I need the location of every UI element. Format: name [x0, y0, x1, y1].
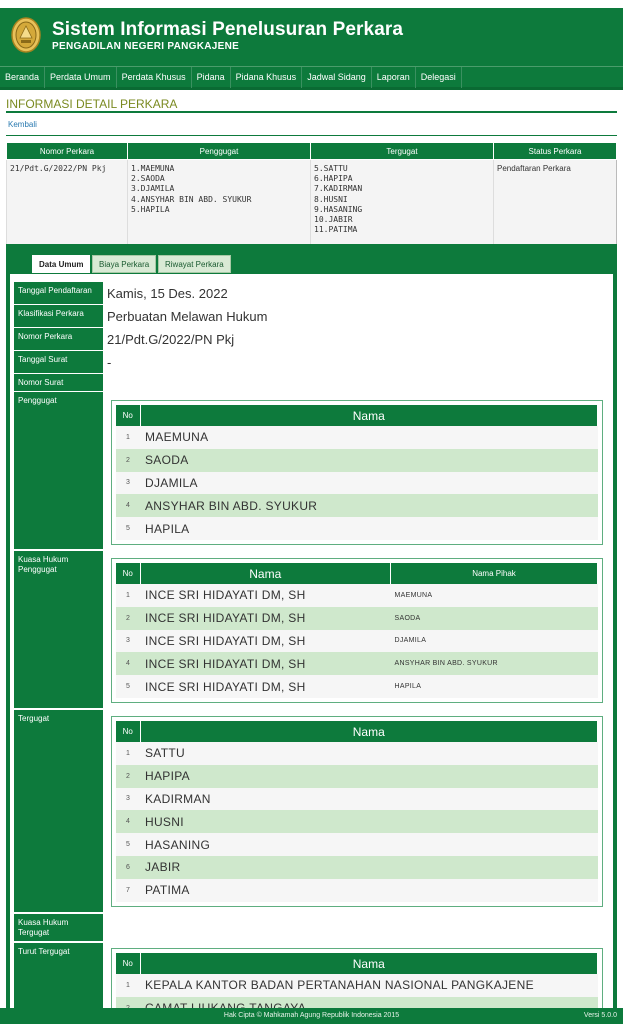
label-nomor-perkara: Nomor Perkara — [14, 328, 103, 350]
summary-header-tergugat: Tergugat — [311, 143, 494, 160]
footer-copyright: Hak Cipta © Mahkamah Agung Republik Indonesia 2015 — [223, 1012, 400, 1019]
tab-bar — [6, 244, 617, 274]
tergugat-name: HAPIPA — [140, 765, 598, 788]
list-item: 8.HUSNI — [314, 194, 348, 204]
label-kuasa-penggugat: Kuasa Hukum Penggugat — [14, 551, 103, 708]
penggugat-name: HAPILA — [140, 517, 598, 540]
penggugat-name: SAODA — [140, 449, 598, 472]
kuasa-name: INCE SRI HIDAYATI DM, SH — [140, 652, 391, 675]
table-row[interactable]: 1 SATTU — [116, 742, 598, 765]
list-item: 7.KADIRMAN — [314, 184, 363, 194]
table-row[interactable]: 2 INCE SRI HIDAYATI DM, SH SAODA — [116, 607, 598, 630]
tergugat-name: SATTU — [140, 742, 598, 765]
summary-penggugat — [128, 160, 311, 256]
table-row[interactable]: 3 INCE SRI HIDAYATI DM, SH DJAMILA — [116, 630, 598, 653]
table-row[interactable]: 5 HASANING — [116, 833, 598, 856]
summary-header-status: Status Perkara — [494, 143, 617, 160]
kuasa-pihak: MAEMUNA — [391, 584, 598, 607]
list-item: 2.SAODA — [131, 174, 165, 184]
site-subtitle: PENGADILAN NEGERI PANGKAJENE — [52, 41, 240, 52]
col-nama: Nama — [140, 721, 598, 742]
value-nomor-perkara: 21/Pdt.G/2022/PN Pkj — [107, 332, 235, 347]
court-emblem-icon — [10, 16, 42, 54]
detail-panel — [6, 244, 617, 1024]
label-penggugat: Penggugat — [14, 392, 103, 549]
table-row[interactable]: 1 KEPALA KANTOR BADAN PERTANAHAN NASIONAL PANGKAJENE — [116, 974, 598, 997]
col-nama: Nama — [140, 953, 598, 974]
label-klasifikasi: Klasifikasi Perkara — [14, 305, 103, 327]
nav-beranda[interactable]: Beranda — [0, 67, 45, 88]
site-header — [0, 8, 623, 66]
table-row[interactable]: 6 JABIR — [116, 856, 598, 879]
penggugat-name: MAEMUNA — [140, 426, 598, 449]
kuasa-penggugat-table — [116, 563, 598, 698]
tergugat-name: HASANING — [140, 833, 598, 856]
kuasa-pihak: ANSYHAR BIN ABD. SYUKUR — [391, 652, 598, 675]
list-item: 3.DJAMILA — [131, 184, 175, 194]
tergugat-name: HUSNI — [140, 810, 598, 833]
footer-version: Versi 5.0.0 — [583, 1012, 617, 1019]
kuasa-pihak: SAODA — [391, 607, 598, 630]
list-item: 5.SATTU — [314, 164, 348, 173]
nav-pidana-khusus[interactable]: Pidana Khusus — [231, 67, 303, 88]
list-item: 11.PATIMA — [314, 225, 358, 235]
tergugat-name: KADIRMAN — [140, 788, 598, 811]
turut-tergugat-name: KEPALA KANTOR BADAN PERTANAHAN NASIONAL PANGKAJENE — [140, 974, 598, 997]
list-item: 1.MAEMUNA — [131, 164, 175, 173]
tab-content-data-umum — [10, 274, 613, 1024]
label-tergugat: Tergugat — [14, 710, 103, 912]
summary-status: Pendaftaran Perkara — [494, 160, 617, 256]
label-tanggal-pendaftaran: Tanggal Pendaftaran — [14, 282, 103, 304]
list-item: 5.HAPILA — [131, 204, 170, 214]
col-nama: Nama — [140, 563, 391, 584]
table-row[interactable]: 5 HAPILA — [116, 517, 598, 540]
tab-biaya-perkara[interactable]: Biaya Perkara — [92, 255, 156, 273]
value-tanggal-pendaftaran: Kamis, 15 Des. 2022 — [107, 286, 228, 301]
heading-divider — [6, 111, 617, 113]
list-item: 9.HASANING — [314, 204, 363, 214]
table-row[interactable]: 7 PATIMA — [116, 879, 598, 902]
label-kuasa-tergugat: Kuasa Hukum Tergugat — [14, 914, 103, 941]
kuasa-name: INCE SRI HIDAYATI DM, SH — [140, 630, 391, 653]
nav-perdata-khusus[interactable]: Perdata Khusus — [117, 67, 192, 88]
divider — [6, 135, 617, 136]
col-no: No — [116, 721, 140, 742]
tab-data-umum[interactable]: Data Umum — [32, 255, 90, 273]
penggugat-name: ANSYHAR BIN ABD. SYUKUR — [140, 494, 598, 517]
list-item: 6.HAPIPA — [314, 174, 353, 184]
tergugat-table-box — [111, 716, 603, 907]
table-row[interactable]: 1 MAEMUNA — [116, 426, 598, 449]
nav-delegasi[interactable]: Delegasi — [416, 67, 462, 88]
table-row[interactable]: 4 INCE SRI HIDAYATI DM, SH ANSYHAR BIN ABD. SYUKUR — [116, 652, 598, 675]
penggugat-table — [116, 405, 598, 540]
penggugat-table-box — [111, 400, 603, 545]
table-row[interactable]: 4 ANSYHAR BIN ABD. SYUKUR — [116, 494, 598, 517]
back-link[interactable]: Kembali — [8, 120, 37, 129]
site-footer — [0, 1008, 623, 1024]
summary-header-penggugat: Penggugat — [128, 143, 311, 160]
nav-perdata-umum[interactable]: Perdata Umum — [45, 67, 117, 88]
label-nomor-surat: Nomor Surat — [14, 374, 103, 391]
col-no: No — [116, 405, 140, 426]
kuasa-name: INCE SRI HIDAYATI DM, SH — [140, 675, 391, 698]
tergugat-name: PATIMA — [140, 879, 598, 902]
table-row[interactable] — [7, 160, 617, 256]
value-tanggal-surat: - — [107, 355, 112, 370]
nav-laporan[interactable]: Laporan — [372, 67, 416, 88]
col-no: No — [116, 563, 140, 584]
case-summary-table — [6, 142, 617, 256]
table-row[interactable]: 3 KADIRMAN — [116, 788, 598, 811]
table-row[interactable]: 5 INCE SRI HIDAYATI DM, SH HAPILA — [116, 675, 598, 698]
penggugat-name: DJAMILA — [140, 472, 598, 495]
nav-pidana[interactable]: Pidana — [192, 67, 231, 88]
label-turut-tergugat: Turut Tergugat — [14, 943, 103, 1024]
summary-nomor: 21/Pdt.G/2022/PN Pkj — [7, 160, 128, 256]
tergugat-name: JABIR — [140, 856, 598, 879]
list-item: 10.JABIR — [314, 215, 353, 225]
kuasa-pihak: HAPILA — [391, 675, 598, 698]
label-tanggal-surat: Tanggal Surat — [14, 351, 103, 373]
main-nav — [0, 66, 623, 90]
summary-tergugat — [311, 160, 494, 256]
value-klasifikasi: Perbuatan Melawan Hukum — [107, 309, 268, 324]
table-row[interactable]: 2 SAODA — [116, 449, 598, 472]
col-nama: Nama — [140, 405, 598, 426]
col-nama-pihak: Nama Pihak — [391, 563, 598, 584]
tergugat-table — [116, 721, 598, 902]
list-item: 4.ANSYHAR BIN ABD. SYUKUR — [131, 194, 252, 204]
table-row[interactable]: 3 DJAMILA — [116, 472, 598, 495]
col-no: No — [116, 953, 140, 974]
kuasa-name: INCE SRI HIDAYATI DM, SH — [140, 584, 391, 607]
kuasa-penggugat-table-box — [111, 558, 603, 703]
page-title: INFORMASI DETAIL PERKARA — [6, 97, 178, 111]
kuasa-name: INCE SRI HIDAYATI DM, SH — [140, 607, 391, 630]
summary-header-nomor: Nomor Perkara — [7, 143, 128, 160]
tab-riwayat-perkara[interactable]: Riwayat Perkara — [158, 255, 231, 273]
table-row[interactable]: 1 INCE SRI HIDAYATI DM, SH MAEMUNA — [116, 584, 598, 607]
table-row[interactable]: 2 HAPIPA — [116, 765, 598, 788]
kuasa-pihak: DJAMILA — [391, 630, 598, 653]
nav-jadwal-sidang[interactable]: Jadwal Sidang — [302, 67, 372, 88]
table-row[interactable]: 4 HUSNI — [116, 810, 598, 833]
site-title: Sistem Informasi Penelusuran Perkara — [52, 19, 404, 40]
